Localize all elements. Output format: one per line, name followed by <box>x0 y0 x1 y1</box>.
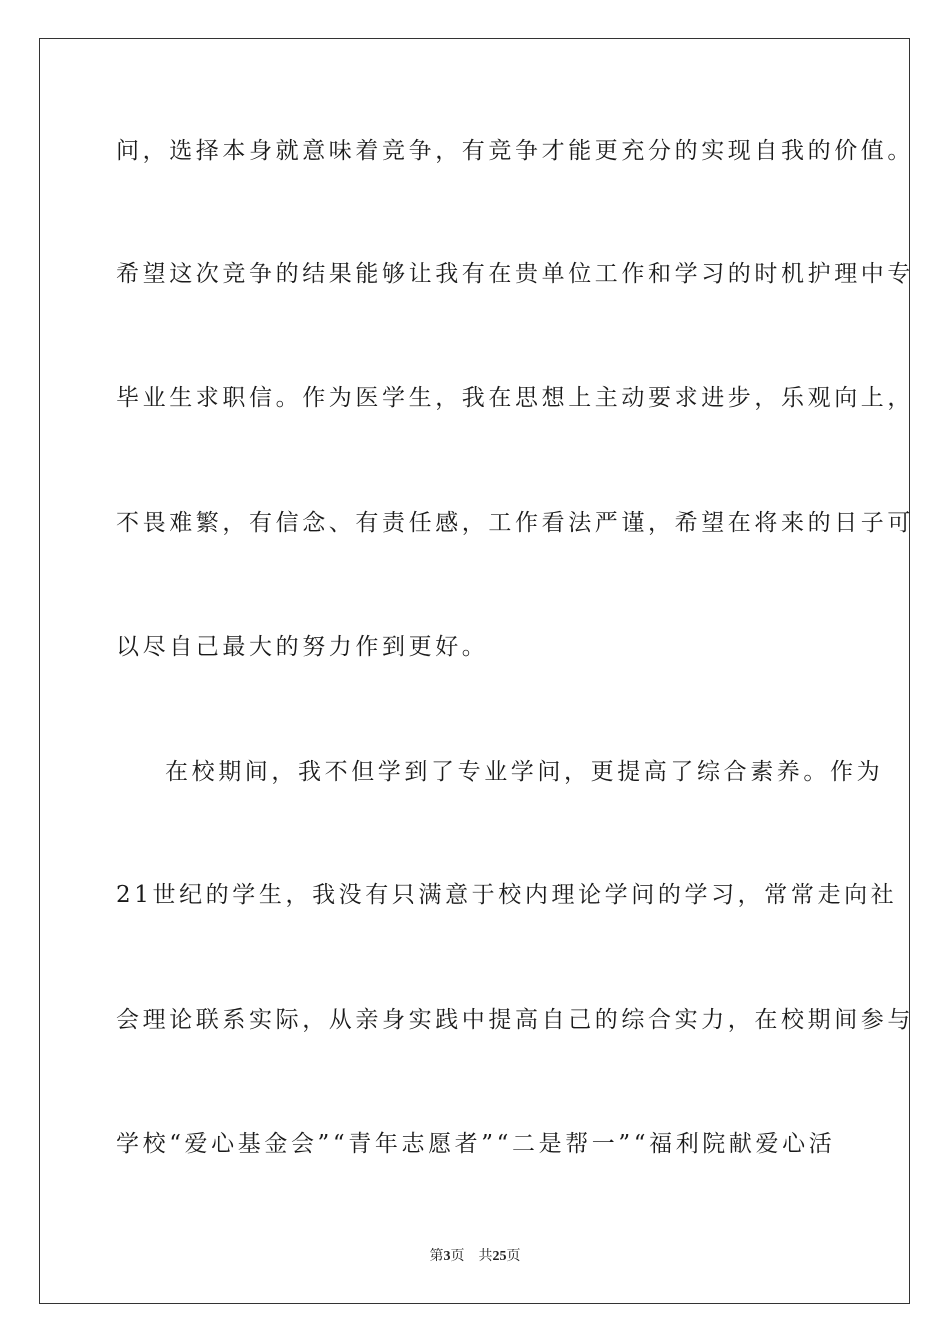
paragraph-line: 会理论联系实际，从亲身实践中提高自己的综合实力，在校期间参与 <box>116 1007 914 1033</box>
paragraph-line: 毕业生求职信。作为医学生，我在思想上主动要求进步，乐观向上， <box>116 385 914 411</box>
page-prefix: 第 <box>429 1248 444 1264</box>
paragraph-line: 在校期间，我不但学到了专业学问，更提高了综合素养。作为 <box>165 759 884 785</box>
paragraph-line: 问，选择本身就意味着竞争，有竞争才能更充分的实现自我的价值。 <box>116 138 914 164</box>
paragraph-line: 以尽自己最大的努力作到更好。 <box>116 634 489 660</box>
paragraph-line: 学校“爱心基金会”“青年志愿者”“二是帮一”“福利院献爱心活 <box>116 1131 836 1157</box>
total-prefix: 共 <box>478 1248 493 1264</box>
paragraph-line: 希望这次竞争的结果能够让我有在贵单位工作和学习的时机护理中专 <box>116 261 914 287</box>
total-pages: 25 <box>492 1249 507 1264</box>
page-border <box>39 38 914 1304</box>
paragraph-line: 21世纪的学生，我没有只满意于校内理论学问的学习，常常走向社 <box>116 882 898 908</box>
total-suffix: 页 <box>506 1248 521 1264</box>
page-number: 3 <box>443 1249 451 1264</box>
page-suffix: 页 <box>450 1248 465 1264</box>
page-footer <box>0 1247 950 1266</box>
paragraph-line: 不畏难繁，有信念、有责任感，工作看法严谨，希望在将来的日子可 <box>116 510 914 536</box>
